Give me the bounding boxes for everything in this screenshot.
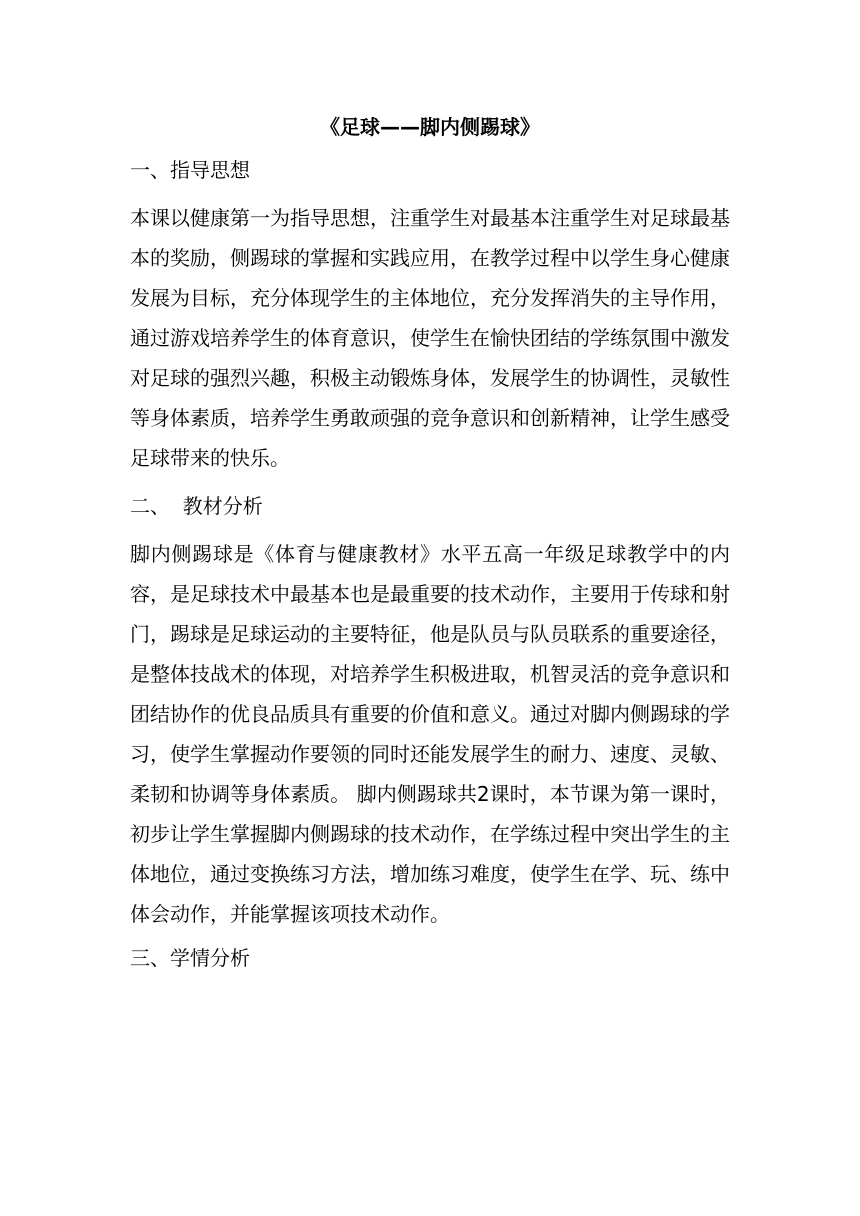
section-heading-learner-analysis: 三、学情分析 (130, 946, 250, 970)
document-page (130, 112, 730, 986)
section-body-guiding-ideology: 本课以健康第一为指导思想，注重学生对最基本注重学生对足球最基本的奖励，侧踢球的掌握和实践应用，在教学过程中以学生身心健康发展为目标，充分体现学生的主体地位，充分发挥消失的主导作用，通过游戏培养学生的体育意识，使学生在愉快团结的学练氛围中激发对足球的强烈兴趣，积极主动锻炼身体，发展学生的协调性，灵敏性等身体素质，培养学生勇敢顽强的竞争意识和创新精神，让学生感受足球带来的快乐。 (130, 206, 730, 470)
section-body-material-analysis: 脚内侧踢球是《体育与健康教材》水平五高一年级足球教学中的内容，是足球技术中最基本也是最重要的技术动作，主要用于传球和射门，踢球是足球运动的主要特征，他是队员与队员联系的重要途径，是整体技战术的体现，对培养学生积极进取，机智灵活的竞争意识和团结协作的优良品质具有重要的价值和意义。通过对脚内侧踢球的学习，使学生掌握动作要领的同时还能发展学生的耐力、速度、灵敏、柔韧和协调等身体素质。 脚内侧踢球共2课时，本节课为第一课时，初步让学生掌握脚内侧踢球的技术动作，在学练过程中突出学生的主体地位，通过变换练习方法，增加练习难度，使学生在学、玩、练中体会动作，并能掌握该项技术动作。 (130, 542, 730, 926)
document-title: 《足球——脚内侧踢球》 (320, 115, 540, 139)
section-heading-guiding-ideology: 一、指导思想 (130, 158, 250, 182)
section-heading-material-analysis: 二、 教材分析 (130, 494, 263, 518)
